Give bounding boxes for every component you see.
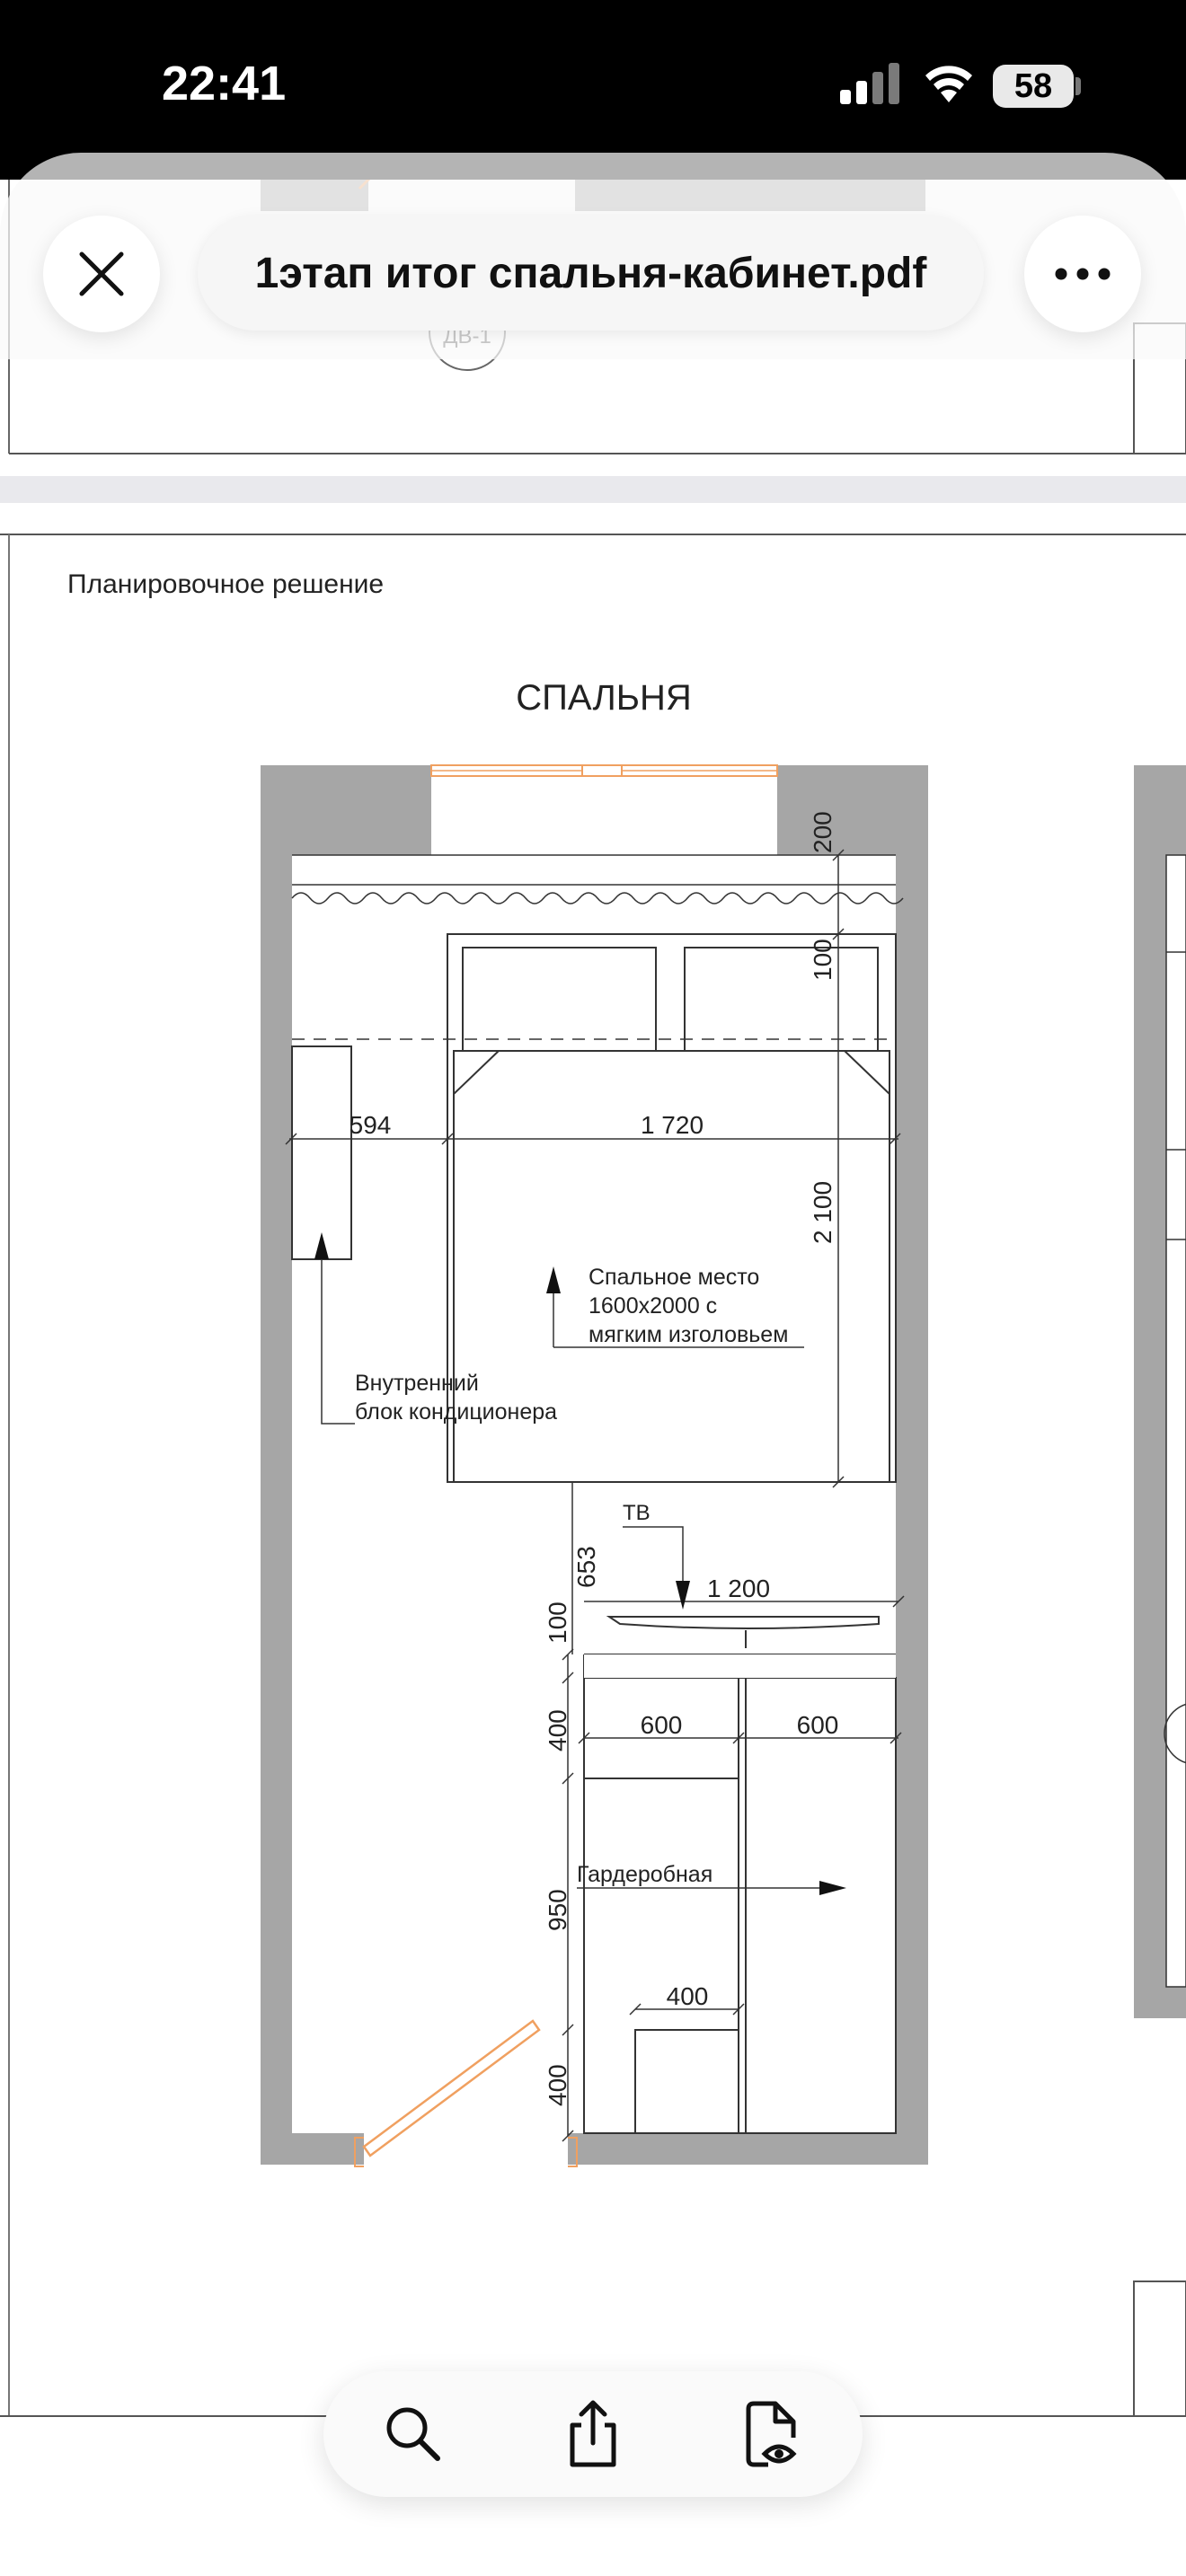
- wifi-icon: [921, 59, 977, 104]
- markup-button[interactable]: [728, 2394, 818, 2475]
- wardrobe-label: Гардеробная: [577, 1862, 713, 1887]
- window: [431, 765, 777, 776]
- dim-wardrobe-left: 600: [640, 1711, 683, 1739]
- ac-label-line2: блок кондиционера: [355, 1399, 558, 1425]
- search-icon: [382, 2403, 445, 2466]
- page-gap: [0, 476, 1186, 503]
- share-button[interactable]: [548, 2394, 638, 2475]
- bottom-toolbar: [323, 2371, 863, 2497]
- dim-wardrobe-depth-1: 400: [544, 1709, 571, 1751]
- cellular-signal-icon: [840, 63, 903, 104]
- dim-top-gap: 200: [809, 811, 836, 853]
- status-time: 22:41: [162, 57, 287, 110]
- dim-shelf-width: 400: [666, 1982, 709, 2010]
- dim-left-width: 594: [349, 1111, 392, 1139]
- dim-wardrobe-right: 600: [796, 1711, 839, 1739]
- battery-icon: [993, 65, 1074, 108]
- bed-label-line3: мягким изголовьем: [589, 1322, 789, 1347]
- tv: [609, 1617, 879, 1648]
- dim-headboard-gap: 100: [809, 939, 836, 981]
- close-icon: [76, 249, 127, 299]
- dim-tv-gap: 653: [572, 1546, 600, 1588]
- battery-level: 58: [1013, 67, 1053, 105]
- more-button[interactable]: [1024, 216, 1141, 332]
- adjacent-room: [1134, 765, 1186, 2416]
- dim-wardrobe-height: 950: [544, 1889, 571, 1931]
- search-button[interactable]: [368, 2394, 458, 2475]
- tv-label: ТВ: [623, 1501, 651, 1525]
- wardrobe: [584, 1678, 896, 2133]
- markup-icon: [741, 2398, 804, 2470]
- document-title: 1этап итог спальня-кабинет.pdf: [254, 249, 927, 297]
- bed-label-line2: 1600х2000 с: [589, 1293, 718, 1319]
- pillow-right: [685, 948, 878, 1051]
- dim-bed-length: 2 100: [809, 1180, 836, 1244]
- dim-wall-gap: 100: [544, 1601, 571, 1644]
- more-icon: [1054, 267, 1111, 281]
- close-button[interactable]: [43, 216, 160, 332]
- document-title-pill[interactable]: [198, 216, 984, 331]
- dim-tv-width: 1 200: [706, 1575, 771, 1602]
- section-heading: Планировочное решение: [67, 569, 385, 599]
- ac-label-line1: Внутренний: [355, 1371, 479, 1396]
- dim-bed-width: 1 720: [640, 1111, 704, 1139]
- share-icon: [562, 2398, 624, 2470]
- room-title: СПАЛЬНЯ: [516, 678, 692, 718]
- ac-unit: [292, 1046, 351, 1259]
- dim-wardrobe-depth-2: 400: [544, 2064, 571, 2106]
- pillow-left: [463, 948, 656, 1051]
- bed-label-line1: Спальное место: [589, 1265, 760, 1290]
- battery-tip: [1075, 77, 1081, 95]
